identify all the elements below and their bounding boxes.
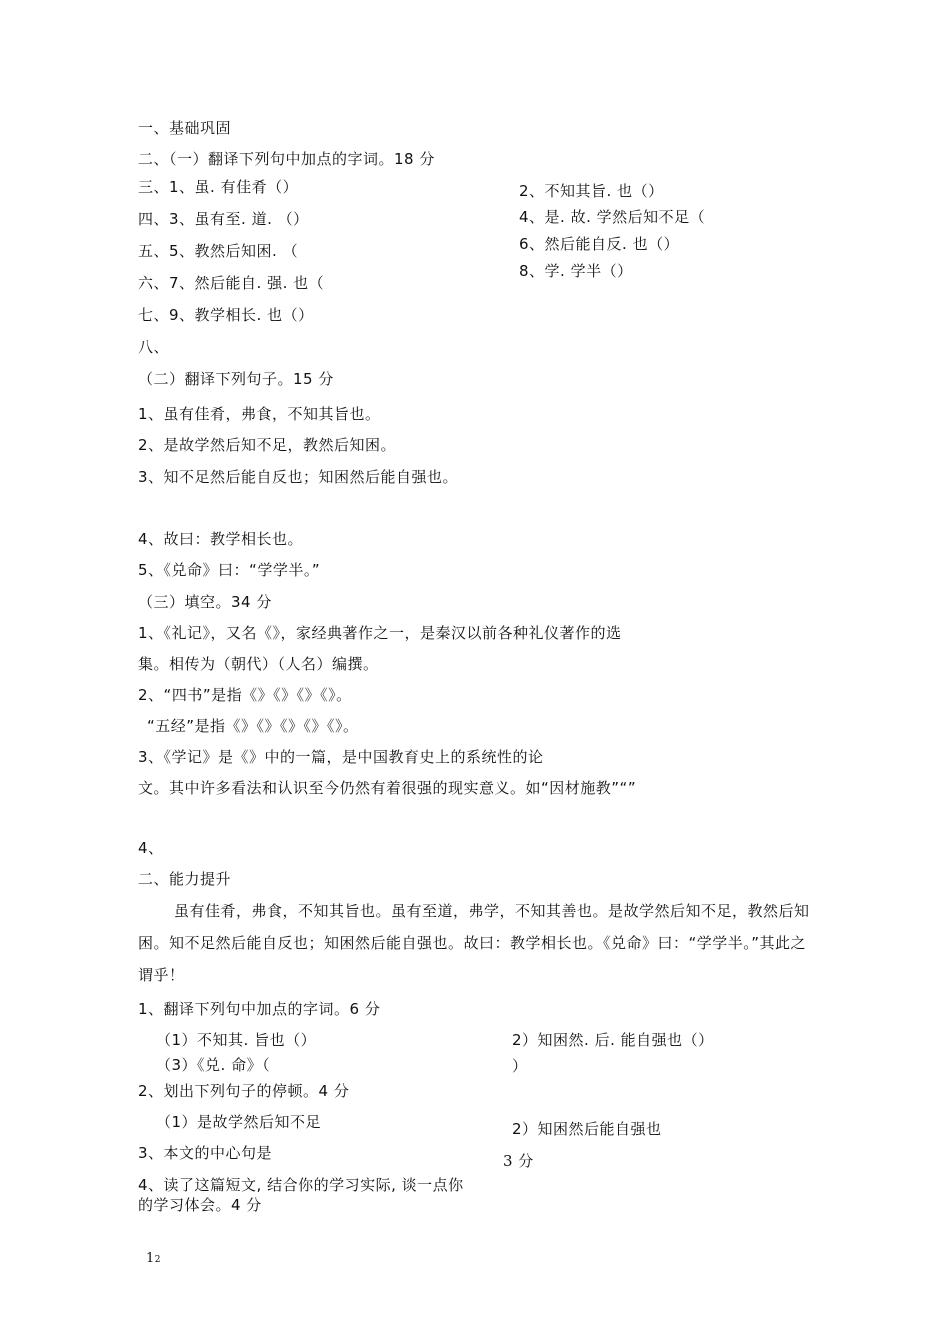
question-1-a: （1）不知其. 旨也（） — [156, 1031, 317, 1049]
part3-heading: （三）填空。34 分 — [138, 593, 272, 611]
right-item: 8、学. 学半（） — [519, 262, 633, 280]
question-1-d: ） — [512, 1057, 528, 1075]
translate-item: 4、故曰：教学相长也。 — [138, 530, 304, 548]
translate-item: 1、虽有佳肴，弗食，不知其旨也。 — [138, 405, 381, 423]
question-4-line2: 的学习体会。4 分 — [138, 1196, 262, 1214]
left-item: 三、1、虽. 有佳肴（） — [138, 178, 299, 196]
fill-line: “五经”是指《》《》《》《》《》。 — [147, 717, 359, 735]
question-2-a: （1）是故学然后知不足 — [156, 1113, 322, 1131]
passage — [138, 895, 818, 991]
page-number-main: 1 — [146, 1251, 155, 1266]
translate-item: 2、是故学然后知不足，教然后知困。 — [138, 436, 397, 454]
part2-heading: （二）翻译下列句子。15 分 — [138, 370, 334, 388]
question-2-b: 2）知困然后能自强也 — [512, 1120, 662, 1138]
fill-line: 3、《学记》是《》中的一篇，是中国教育史上的系统性的论 — [138, 748, 544, 766]
page-number-sub: 2 — [154, 1255, 162, 1265]
left-item: 五、5、教然后知困. （ — [138, 242, 299, 260]
fill-line: 2、“四书”是指《》《》《》《》。 — [138, 686, 352, 704]
fill-line: 集。相传为（朝代）（人名）编撰。 — [138, 655, 379, 673]
left-item: 八、 — [138, 338, 170, 356]
question-1: 1、翻译下列句中加点的字词。6 分 — [138, 1000, 381, 1018]
section-title-ability: 二、能力提升 — [138, 870, 232, 888]
question-4-line1: 4、读了这篇短文, 结合你的学习实际, 谈一点你 — [138, 1176, 464, 1194]
translate-item: 5、《兑命》曰：“学学半。” — [138, 561, 321, 579]
right-item: 2、不知其旨. 也（） — [519, 182, 664, 200]
left-item: 七、9、教学相长. 也（） — [138, 306, 314, 324]
question-3-score: 3 分 — [503, 1152, 534, 1170]
passage-text: 虽有佳肴，弗食，不知其旨也。虽有至道，弗学，不知其善也。是故学然后知不足，教然后知困。知不足然后能自反也；知困然后能自强也。故曰：教学相长也。《兑命》曰：“学学半。”其此之谓乎！ — [138, 902, 810, 984]
section-title-basic: 一、基础巩固 — [138, 119, 232, 137]
fill-line: 4、 — [138, 839, 164, 857]
question-1-c: （3）《兑. 命》（ — [156, 1056, 271, 1074]
page-number — [146, 1249, 161, 1270]
fill-line: 文。其中许多看法和认识至今仍然有着很强的现实意义。如“因材施教”“” — [138, 779, 637, 797]
question-3: 3、本文的中心句是 — [138, 1144, 273, 1162]
left-item: 六、7、然后能自. 强. 也（ — [138, 274, 325, 292]
right-item: 6、然后能自反. 也（） — [519, 235, 680, 253]
part1-heading: 二、（一）翻译下列句中加点的字词。18 分 — [138, 150, 435, 168]
left-item: 四、3、虽有至. 道. （） — [138, 210, 309, 228]
question-2: 2、划出下列句子的停顿。4 分 — [138, 1082, 350, 1100]
right-item: 4、是. 故. 学然后知不足（ — [519, 208, 706, 226]
translate-item: 3、知不足然后能自反也；知困然后能自强也。 — [138, 468, 459, 486]
question-1-b: 2）知困然. 后. 能自强也（） — [512, 1031, 714, 1049]
fill-line: 1、《礼记》，又名《》，家经典著作之一，是秦汉以前各种礼仪著作的选 — [138, 624, 622, 642]
